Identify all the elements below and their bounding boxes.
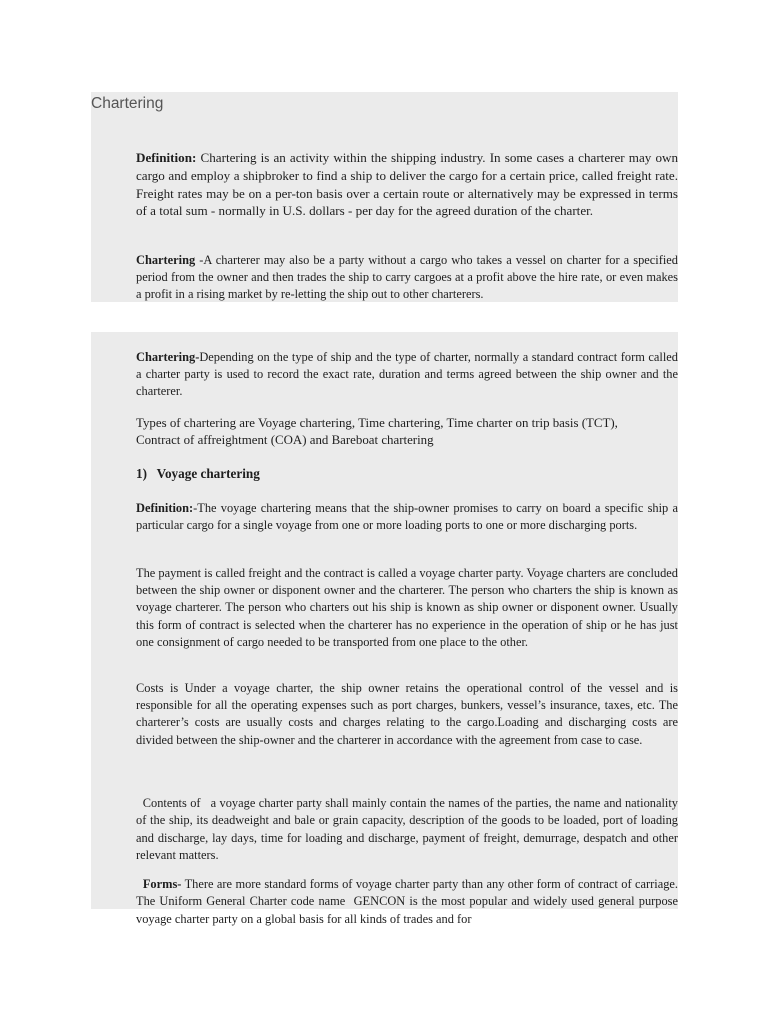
types-text: Types of chartering are Voyage chartering, Time chartering, Time charter on trip basis (TCT), Contract of affreightment (COA) and Bareboat chartering [136, 416, 618, 448]
contents-text: Contents of a voyage charter party shall mainly contain the names of the parties, the name and nationality of the ship, its deadweight and bale or grain capacity, description of the goods to be loaded, port of loading and discharge, lay days, time for loading and discharge, payment of freight, demurrage, despatch and other relevant matters. [136, 796, 682, 862]
forms-paragraph [136, 859, 682, 928]
voyage-definition-text: -The voyage chartering means that the ship-owner promises to carry on board a specific ship a particular cargo for a single voyage from one or more loading ports to one or more discharging ports. [136, 501, 678, 533]
costs-paragraph [136, 680, 678, 749]
payment-paragraph [136, 565, 678, 651]
chartering-label-1: Chartering [136, 253, 196, 267]
voyage-definition-paragraph [136, 500, 678, 534]
chartering-paragraph-1 [136, 252, 678, 304]
definition-paragraph [136, 149, 678, 220]
costs-text: Costs is Under a voyage charter, the ship owner retains the operational control of the vessel and is responsible for all the operating expenses such as port charges, bunkers, vessel’s insurance, taxes, etc. The charterer’s costs are usually costs and charges relating to the cargo.Loading and discharging costs are divided between the ship-owner and the charterer in accordance with the agreement from case to case. [136, 681, 678, 747]
definition-label: Definition: [136, 150, 197, 165]
voyage-definition-label: Definition: [136, 501, 194, 515]
forms-text: There are more standard forms of voyage charter party than any other form of contract of carriage. The Uniform General Charter code name GENCON is the most popular and widely used general purpose voyage charter party on a global basis for all kinds of trades and for [136, 877, 682, 926]
forms-label: Forms- [142, 877, 182, 892]
payment-text: The payment is called freight and the contract is called a voyage charter party. Voyage charters are concluded between the ship owner or disponent owner and the charterer. The person who charters the ship is known as voyage charterer. The person who charters out his ship is known as ship owner or disponent owner. Usually this form of contract is selected when the charterer has no experience in the operation of ship or he has just one consignment of cargo needed to be transported from one place to the other. [136, 566, 678, 649]
chartering-label-2: Chartering- [136, 350, 200, 364]
document-title: Chartering [91, 92, 678, 116]
chartering-paragraph-2 [136, 349, 678, 401]
voyage-chartering-heading: 1) Voyage chartering [136, 466, 260, 481]
chartering-text-2: Depending on the type of ship and the type of charter, normally a standard contract form called a charter party is used to record the exact rate, duration and terms agreed between the ship owner and the charterer. [136, 350, 678, 399]
definition-text: Chartering is an activity within the shipping industry. In some cases a charterer may own cargo and employ a shipbroker to find a ship to deliver the cargo for a certain price, called freight rate. Freight rates may be on a per-ton basis over a certain route or alternatively may be expressed in terms of a total sum - normally in U.S. dollars - per day for the agreed duration of the charter. [136, 150, 678, 219]
contents-paragraph [136, 778, 682, 864]
types-paragraph [136, 415, 656, 449]
chartering-text-1: -A charterer may also be a party without a cargo who takes a vessel on charter for a specified period from the owner and then trades the ship to carry cargoes at a profit above the hire rate, or even makes a profit in a rising market by re-letting the ship out to other charterers. [136, 253, 678, 302]
